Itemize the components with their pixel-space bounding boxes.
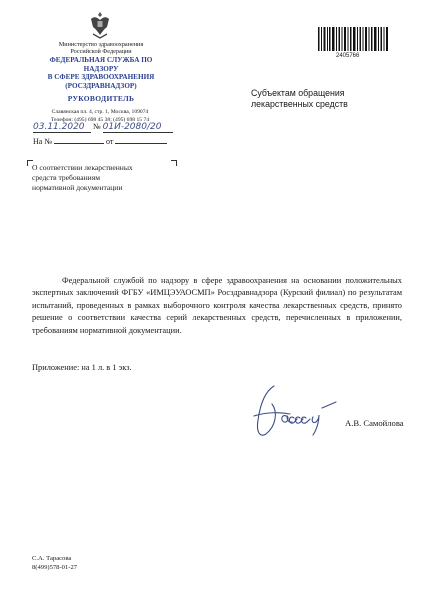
registration-number: 01И-2080/20 bbox=[103, 122, 173, 133]
phone: Телефон: (495) 698 45 38; (495) 698 15 74 bbox=[50, 117, 150, 123]
signer-name: А.В. Самойлова bbox=[345, 418, 404, 428]
registration-date: 03.11.2020 bbox=[33, 122, 91, 133]
number-label: № bbox=[93, 122, 101, 131]
reference-label: На № bbox=[33, 137, 52, 146]
ministry-name bbox=[40, 41, 162, 55]
service-line-2: В СФЕРЕ ЗДРАВООХРАНЕНИЯ bbox=[47, 73, 155, 81]
corner-mark bbox=[171, 160, 177, 166]
coat-of-arms-icon bbox=[87, 10, 113, 40]
executor-name: С.А. Тарасова bbox=[32, 555, 72, 562]
subject bbox=[32, 163, 162, 193]
attachment-note: Приложение: на 1 л. в 1 экз. bbox=[32, 363, 132, 372]
service-line-3: (РОСЗДРАВНАДЗОР) bbox=[65, 81, 137, 90]
subject-line-1: О соответствии лекарственных bbox=[32, 163, 133, 172]
body-paragraph-text: Федеральной службой по надзору в сфере здравоохранения на основании положительных экспертных заключений ФГБУ «ИМЦЭУАОСМП» Росздравнадзора (Курский филиал) по результатам испытаний, проведенных в рамках выборочного контроля качества лекарственных средств, принято решение о соответствии качества серий лекарственных средств, перечисленных в приложении, требованиям нормативной документации. bbox=[32, 276, 402, 335]
recipient-line-2: лекарственных средств bbox=[251, 99, 348, 109]
service-name bbox=[32, 56, 170, 90]
recipient bbox=[251, 88, 391, 110]
address: Славянская пл. 4, стр. 1, Москва, 109074 bbox=[51, 109, 149, 115]
barcode-number: 2405766 bbox=[336, 53, 360, 59]
body-paragraph bbox=[32, 275, 402, 337]
recipient-line-1: Субъектам обращения bbox=[251, 88, 345, 98]
reference-line bbox=[33, 137, 167, 146]
barcode-icon bbox=[318, 27, 388, 55]
subject-line-3: нормативной документации bbox=[32, 183, 123, 192]
subject-line-2: средств требованиям bbox=[32, 173, 100, 182]
reference-date-blank bbox=[115, 143, 167, 144]
service-line-1: ФЕДЕРАЛЬНАЯ СЛУЖБА ПО НАДЗОРУ bbox=[49, 56, 153, 73]
reference-number-blank bbox=[54, 143, 104, 144]
ministry-line-2: Российской Федерации bbox=[70, 48, 132, 55]
executor bbox=[32, 555, 77, 572]
reference-from-label: от bbox=[105, 137, 114, 146]
handwritten-signature bbox=[246, 382, 341, 442]
registration-line bbox=[33, 122, 173, 133]
executor-phone: 8(499)578-01-27 bbox=[32, 563, 78, 571]
ministry-line-1: Министерство здравоохранения bbox=[58, 41, 144, 48]
position-title: РУКОВОДИТЕЛЬ bbox=[67, 94, 135, 103]
